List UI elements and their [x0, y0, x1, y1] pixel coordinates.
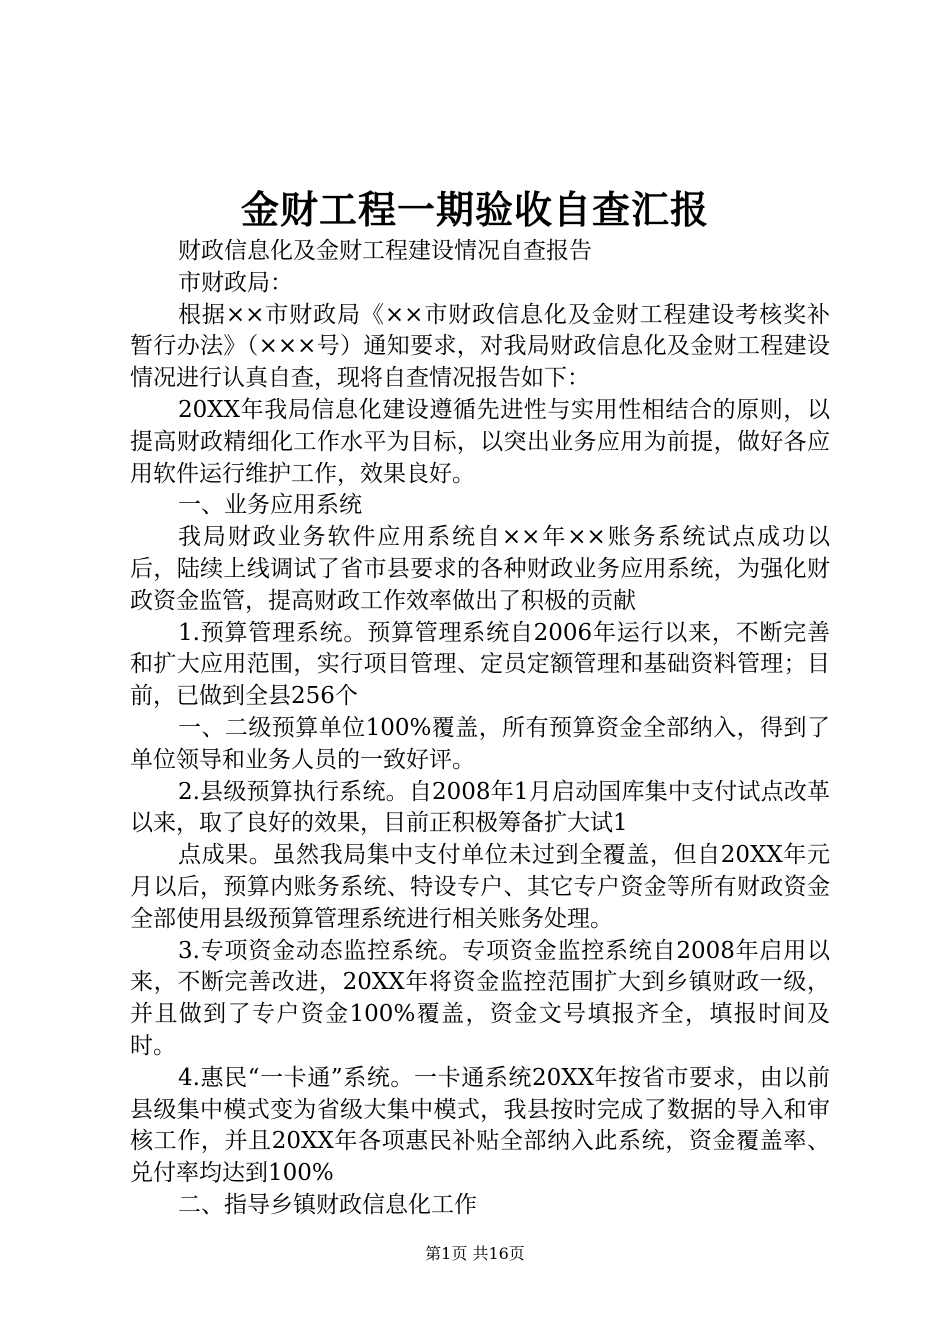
- section-heading-township-guidance: 二、指导乡镇财政信息化工作: [178, 1191, 477, 1218]
- page-footer: 第1页 共16页: [425, 1244, 525, 1263]
- paragraph-business-systems: 我局财政业务软件应用系统自××年××账务系统试点成功以后，陆续上线调试了省市县要求的各种财政业务应用系统，为强化财政资金监管，提高财政工作效率做出了积极的贡献: [130, 524, 830, 614]
- paragraph-budget-management: 1.预算管理系统。预算管理系统自2006年运行以来，不断完善和扩大应用范围，实行项目管理、定员定额管理和基础资料管理；目前，已做到全县256个: [130, 619, 830, 710]
- section-heading-business-systems: 一、业务应用系统: [178, 492, 362, 519]
- paragraph-overview: 20XX年我局信息化建设遵循先进性与实用性相结合的原则，以提高财政精细化工作水平为目标，以突出业务应用为前提，做好各应用软件运行维护工作，效果良好。: [130, 396, 830, 487]
- paragraph-addressee: 市财政局：: [178, 269, 293, 296]
- paragraph-centralized-payment: 点成果。虽然我局集中支付单位未过到全覆盖，但自20XX年元月以后，预算内账务系统、特设专户、其它专户资金等所有财政资金全部使用县级预算管理系统进行相关账务处理。: [130, 842, 830, 932]
- paragraph-intro: 根据××市财政局《××市财政信息化及金财工程建设考核奖补暂行办法》（×××号）通知要求，对我局财政信息化及金财工程建设情况进行认真自查，现将自查情况报告如下：: [130, 301, 830, 392]
- paragraph-special-funds: 3.专项资金动态监控系统。专项资金监控系统自2008年启用以来，不断完善改进，20XX年将资金监控范围扩大到乡镇财政一级，并且做到了专户资金100%覆盖，资金文号填报齐全，填报时间及时。: [130, 937, 830, 1059]
- paragraph-report-subtitle: 财政信息化及金财工程建设情况自查报告: [178, 238, 592, 264]
- document-title: 金财工程一期验收自查汇报: [240, 187, 709, 232]
- paragraph-budget-coverage: 一、二级预算单位100%覆盖，所有预算资金全部纳入，得到了单位领导和业务人员的一致好评。: [130, 714, 830, 773]
- document-body: [130, 236, 830, 1222]
- paragraph-budget-execution: 2.县级预算执行系统。自2008年1月启动国库集中支付试点改革以来，取了良好的效果，目前正积极筹备扩大试1: [130, 778, 830, 837]
- paragraph-one-card-system: 4.惠民“一卡通”系统。一卡通系统20XX年按省市要求，由以前县级集中模式变为省级大集中模式，我县按时完成了数据的导入和审核工作，并且20XX年各项惠民补贴全部纳入此系统，资金覆盖率、兑付率均达到100%: [130, 1064, 830, 1187]
